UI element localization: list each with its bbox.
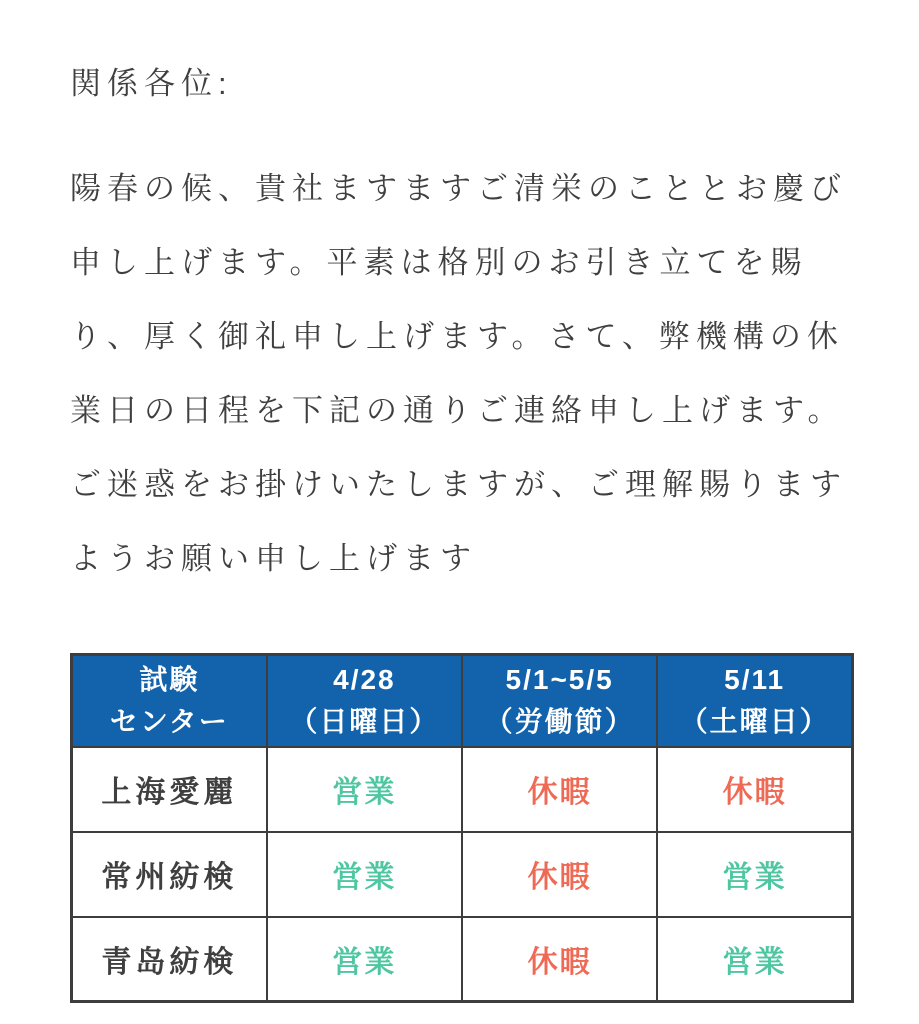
header-cell-date-428	[267, 655, 462, 747]
status-badge: 営業	[722, 861, 787, 894]
status-badge: 営業	[332, 861, 397, 894]
status-badge: 営業	[332, 776, 397, 809]
status-cell	[267, 917, 462, 1002]
table-row	[72, 917, 853, 1002]
status-cell	[462, 832, 657, 917]
status-cell	[657, 747, 852, 832]
header-cell-line: 4/28	[333, 663, 396, 695]
holiday-schedule-table	[70, 653, 854, 1003]
header-cell-line: 5/1~5/5	[505, 663, 614, 695]
letter-body-line: 業日の日程を下記の通りご連絡申し上げます。	[70, 393, 845, 428]
letter-body-line: 申し上げます。平素は格別のお引き立てを賜	[70, 245, 808, 280]
center-name-cell	[72, 747, 267, 832]
salutation: 関係各位:	[70, 66, 233, 101]
header-cell-line: （土曜日）	[679, 705, 830, 737]
letter-body-line: ご迷惑をお掛けいたしますが、ご理解賜ります	[70, 467, 847, 502]
status-badge: 営業	[332, 945, 397, 979]
header-cell-line: センター	[109, 705, 229, 737]
status-badge: 営業	[722, 945, 787, 979]
status-cell	[657, 832, 852, 917]
center-name-cell	[72, 917, 267, 1002]
header-cell-line: （日曜日）	[289, 705, 440, 737]
status-badge: 休暇	[722, 776, 787, 809]
center-name: 常州紡検	[101, 861, 238, 894]
status-badge: 休暇	[527, 861, 592, 894]
status-cell	[462, 747, 657, 832]
status-badge: 休暇	[527, 776, 592, 809]
letter-body	[70, 152, 859, 596]
header-cell-line: 試験	[139, 663, 200, 695]
schedule-table-header	[72, 655, 853, 747]
status-cell	[657, 917, 852, 1002]
center-name: 上海愛麗	[101, 776, 238, 809]
header-row	[72, 655, 853, 747]
header-cell-date-51-55	[462, 655, 657, 747]
status-cell	[462, 917, 657, 1002]
table-row	[72, 747, 853, 832]
letter-body-line: ようお願い申し上げます	[70, 541, 477, 576]
header-cell-line: 5/11	[724, 663, 786, 695]
table-row	[72, 832, 853, 917]
header-cell-line: （労働節）	[484, 705, 635, 737]
status-cell	[267, 832, 462, 917]
header-cell-test-center	[72, 655, 267, 747]
header-cell-date-511	[657, 655, 852, 747]
status-badge: 休暇	[527, 945, 592, 979]
center-name-cell	[72, 832, 267, 917]
letter-body-line: り、厚く御礼申し上げます。さて、弊機構の休	[70, 319, 844, 354]
status-cell	[267, 747, 462, 832]
center-name: 青岛紡検	[101, 945, 238, 979]
letter-body-line: 陽春の候、貴社ますますご清栄のこととお慶び	[70, 171, 847, 206]
